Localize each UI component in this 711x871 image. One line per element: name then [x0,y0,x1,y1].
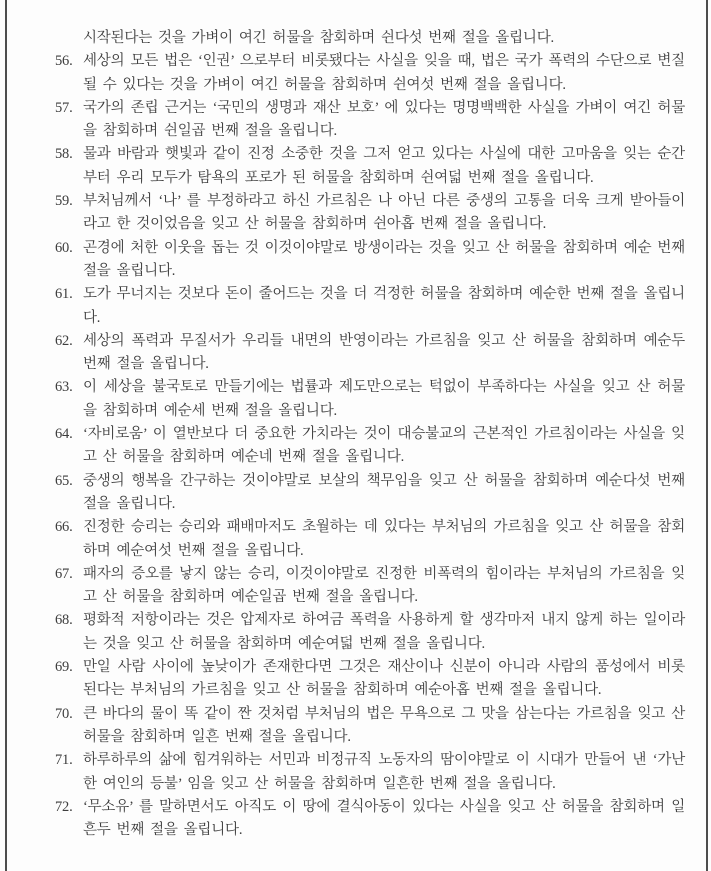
list-item-61 [55,283,685,330]
repentance-list [55,50,685,842]
document-text-block [55,27,685,842]
item-text: 부처님께서 ‘나’ 를 부정하라고 하신 가르침은 나 아닌 다른 중생의 고통을 더욱 크게 받아들이라고 한 것이었음을 잊고 산 허물을 참회하며 쉰아홉 번째 절을 올립니다. [83,193,685,233]
item-number: 62. [55,332,73,349]
item-number: 67. [55,565,73,582]
item-text: 하루하루의 삶에 힘겨워하는 서민과 비정규직 노동자의 땀이야말로 이 시대가 만들어 낸 ‘가난한 여인의 등불’ 임을 잊고 산 허물을 참회하며 일흔한 번째 절을 올립니다. [83,752,685,792]
item-text: 세상의 폭력과 무질서가 우리들 내면의 반영이라는 가르침을 잊고 산 허물을 참회하며 예순두 번째 절을 올립니다. [83,332,685,373]
item-text: 만일 사람 사이에 높낮이가 존재한다면 그것은 재산이나 신분이 아니라 사람의 품성에서 비롯된다는 부처님의 가르침을 잊고 산 허물을 참회하며 예순아홉 번째 절을 올립니다. [83,659,685,699]
list-item-72 [55,796,685,843]
item-number: 61. [55,286,73,303]
page-left-edge-line [5,0,7,871]
list-item-64 [55,423,685,470]
list-item-68 [55,609,685,656]
item-number: 64. [55,426,73,443]
item-number: 60. [55,239,73,256]
item-55-continuation-line: 시작된다는 것을 가벼이 여긴 허물을 참회하며 쉰다섯 번째 절을 올립니다. [83,30,554,46]
item-text: 도가 무너지는 것보다 돈이 줄어드는 것을 더 걱정한 허물을 참회하며 예순한 번째 절을 올립니다. [83,286,685,326]
item-number: 66. [55,519,73,536]
item-text: 진정한 승리는 승리와 패배마저도 초월하는 데 있다는 부처님의 가르침을 잊고 산 허물을 참회하며 예순여섯 번째 절을 올립니다. [83,519,685,559]
list-item-63 [55,376,685,423]
item-text: ‘자비로움’ 이 열반보다 더 중요한 가치라는 것이 대승불교의 근본적인 가르침이라는 사실을 잊고 산 허물을 참회하며 예순네 번째 절을 올립니다. [83,426,685,466]
list-item-66 [55,516,685,563]
item-number: 57. [55,99,73,116]
item-number: 68. [55,612,73,629]
list-item-62 [55,330,685,377]
item-text: 곤경에 처한 이웃을 돕는 것 이것이야말로 방생이라는 것을 잊고 산 허물을 참회하며 예순 번째 절을 올립니다. [83,239,685,279]
list-item-59 [55,190,685,237]
item-number: 59. [55,193,73,210]
item-text: 국가의 존립 근거는 ‘국민의 생명과 재산 보호’ 에 있다는 명명백백한 사실을 가벼이 여긴 허물을 참회하며 쉰일곱 번째 절을 올립니다. [83,99,685,140]
item-text: 큰 바다의 물이 똑 같이 짠 것처럼 부처님의 법은 무욕으로 그 맛을 삼는다는 가르침을 잊고 산 허물을 참회하며 일흔 번째 절을 올립니다. [83,705,685,745]
item-text: 중생의 행복을 간구하는 것이야말로 보살의 책무임을 잊고 산 허물을 참회하며 예순다섯 번째 절을 올립니다. [83,472,685,512]
item-text: 이 세상을 불국토로 만들기에는 법률과 제도만으로는 턱없이 부족하다는 사실을 잊고 산 허물을 참회하며 예순세 번째 절을 올립니다. [83,379,685,419]
item-number: 72. [55,798,73,815]
list-item-58 [55,143,685,190]
list-item-65 [55,470,685,517]
page-right-edge-line [706,0,708,871]
item-number: 70. [55,705,73,722]
list-item-70 [55,703,685,750]
list-item-69 [55,656,685,703]
list-item-56 [55,50,685,97]
item-number: 58. [55,146,73,163]
item-text: 패자의 증오를 낳지 않는 승리, 이것이야말로 진정한 비폭력의 힘이라는 부처님의 가르침을 잊고 산 허물을 참회하며 예순일곱 번째 절을 올립니다. [83,565,685,606]
item-number: 56. [55,53,73,70]
item-number: 69. [55,659,73,676]
item-number: 65. [55,472,73,489]
list-item-57 [55,97,685,144]
item-text: 세상의 모든 법은 ‘인권’ 으로부터 비롯됐다는 사실을 잊을 때, 법은 국가 폭력의 수단으로 변질될 수 있다는 것을 가벼이 여긴 허물을 참회하며 쉰여섯 번째 절을 올립니다. [83,53,685,93]
item-text: 물과 바람과 햇빛과 같이 진정 소중한 것을 그저 얻고 있다는 사실에 대한 고마움을 잊는 순간부터 우리 모두가 탐욕의 포로가 된 허물을 참회하며 쉰여덟 번째 절을 올립니다. [83,146,685,186]
item-number: 71. [55,752,73,769]
list-item-71 [55,749,685,796]
list-item-67 [55,563,685,610]
list-item-60 [55,237,685,284]
item-number: 63. [55,379,73,396]
item-text: 평화적 저항이라는 것은 압제자로 하여금 폭력을 사용하게 할 생각마저 내지 않게 하는 일이라는 것을 잊고 산 허물을 참회하며 예순여덟 번째 절을 올립니다. [83,612,685,652]
item-text: ‘무소유’ 를 말하면서도 아직도 이 땅에 결식아동이 있다는 사실을 잊고 산 허물을 참회하며 일흔두 번째 절을 올립니다. [83,798,685,839]
